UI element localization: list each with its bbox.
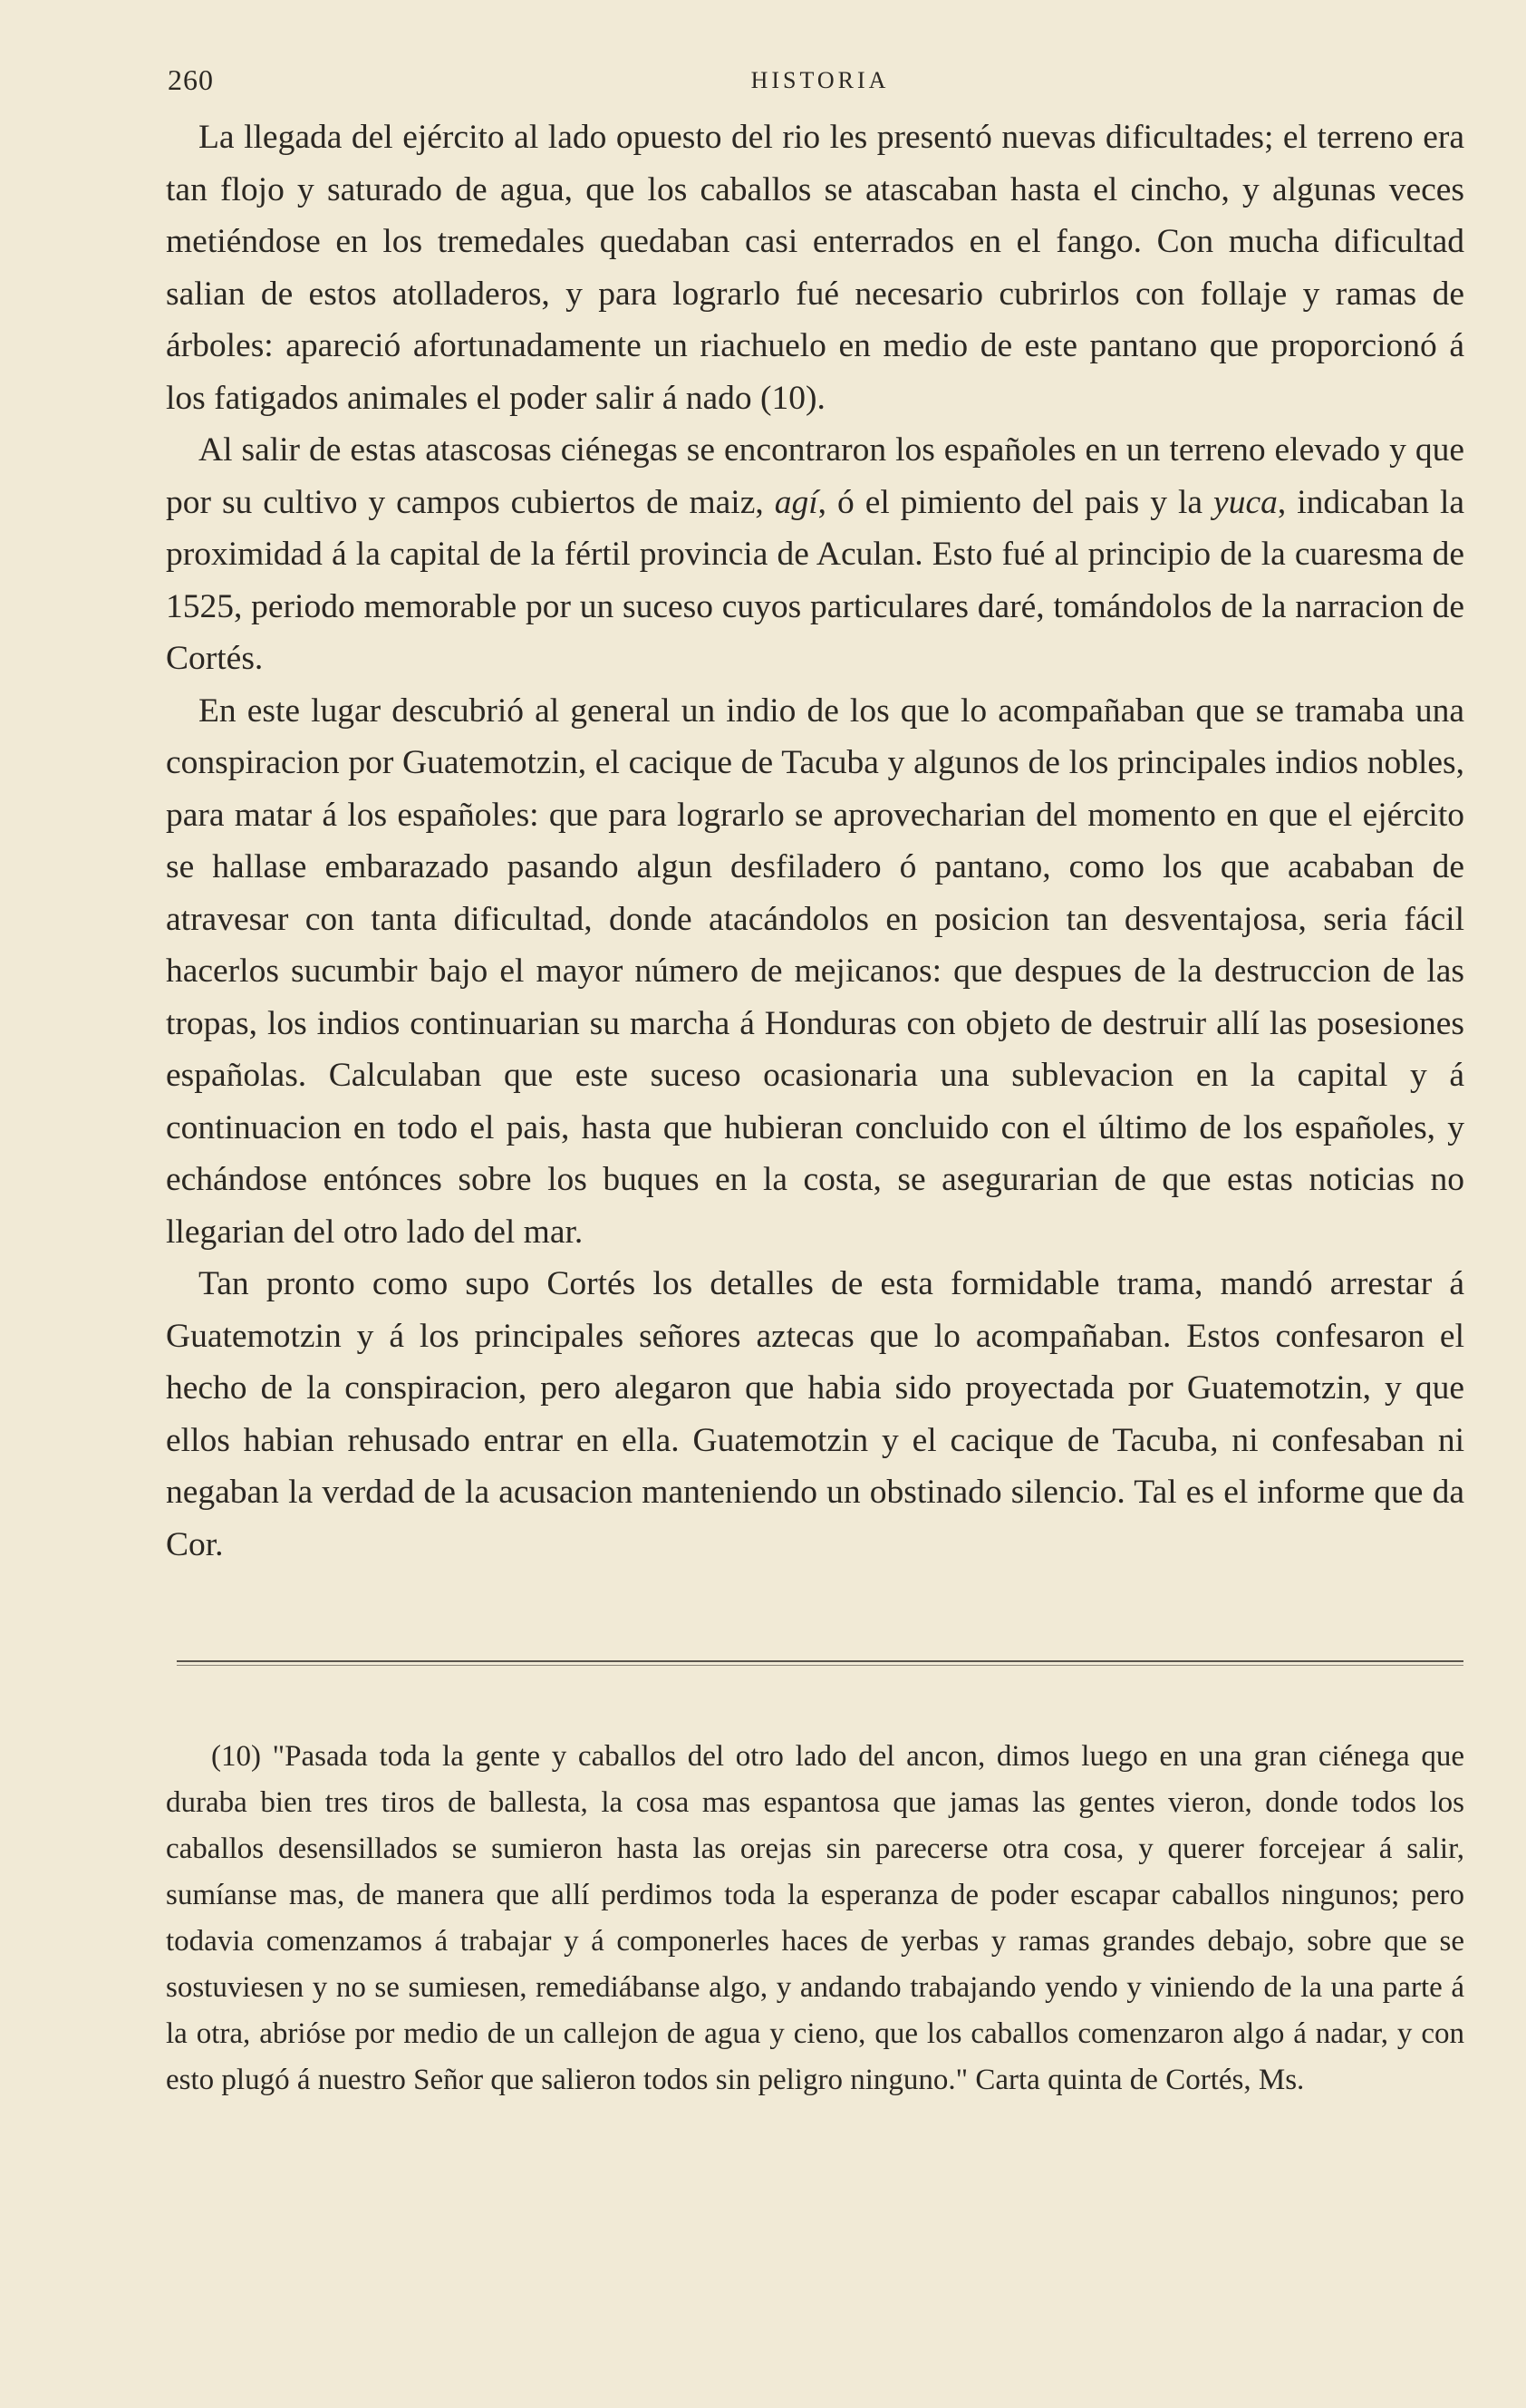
term-agi: agí (774, 483, 818, 521)
paragraph-2-part-a: Al salir de estas atascosas ciénegas se encontraron los españoles en un terreno elevado y que por su cultivo y campos cubiertos de maiz, (166, 431, 1464, 521)
page-number: 260 (168, 63, 214, 96)
paragraph-4: Tan pronto como supo Cortés los detalles de esta formidable trama, mandó arrestar á Guatemotzin y á los principales señores aztecas que lo acompañaban. Estos confesaron el hecho de la conspiracion, pero alegaron que habia sido proyectada por Guatemotzin, y que ellos habian rehusado entrar en ella. Guatemotzin y el cacique de Tacuba, ni confesaban ni negaban la verdad de la acusacion manteniendo un obstinado silencio. Tal es el informe que da Cor. (166, 1265, 1464, 1563)
term-yuca: yuca (1213, 483, 1278, 521)
main-text (166, 111, 1464, 1571)
footnote-10: (10) "Pasada toda la gente y caballos del otro lado del ancon, dimos luego en una gran ciénega que duraba bien tres tiros de ballesta, la cosa mas espantosa que jamas las gentes vieron, donde todos los caballos desensillados se sumieron hasta las orejas sin parecerse otra cosa, y querer forcejear á salir, sumíanse mas, de manera que allí perdimos toda la esperanza de poder escapar caballos ningunos; pero todavia comenzamos á trabajar y á componerles haces de yerbas y ramas grandes debajo, sobre que se sostuviesen y no se sumiesen, remediábanse algo, y andando trabajando yendo y viniendo de la una parte á la otra, abrióse por medio de un callejon de agua y cieno, que los caballos comenzaron algo á nadar, y con esto plugó á nuestro Señor que salieron todos sin peligro ninguno." Carta quinta de Cortés, Ms. (166, 1740, 1464, 2096)
running-title: HISTORIA (750, 67, 890, 93)
footnote-divider (177, 1660, 1463, 1662)
footnote (166, 1734, 1464, 2103)
page-header (168, 63, 1473, 109)
paragraph-2-part-b: , ó el pimiento del pais y la (817, 483, 1203, 521)
paragraph-1: La llegada del ejército al lado opuesto del rio les presentó nuevas dificultades; el terreno era tan flojo y saturado de agua, que los caballos se atascaban hasta el cincho, y algunas veces metiéndose en los tremedales quedaban casi enterrados en el fango. Con mucha dificultad salian de estos atolladeros, y para lograrlo fué necesario cubrirlos con follaje y ramas de árboles: apareció afortunadamente un riachuelo en medio de este pantano que proporcionó á los fatigados animales el poder salir á nado (10). (166, 119, 1464, 417)
paragraph-3: En este lugar descubrió al general un indio de los que lo acompañaban que se tramaba una conspiracion por Guatemotzin, el cacique de Tacuba y algunos de los principales indios nobles, para matar á los españoles: que para lograrlo se aprovecharian del momento en que el ejército se hallase embarazado pasando algun desfiladero ó pantano, como los que acababan de atravesar con tanta dificultad, donde atacándolos en posicion tan desventajosa, seria fácil hacerlos sucumbir bajo el mayor número de mejicanos: que despues de la destruccion de las tropas, los indios continuarian su marcha á Honduras con objeto de destruir allí las posesiones españolas. Calculaban que este suceso ocasionaria una sublevacion en la capital y á continuacion en todo el pais, hasta que hubieran concluido con el último de los españoles, y echándose entónces sobre los buques en la costa, se asegurarian de que estas noticias no llegarian del otro lado del mar. (166, 691, 1464, 1251)
paragraph-2 (166, 424, 1464, 685)
paragraph-2-part-c: , indicaban la proximidad á la capital de la fértil provincia de Aculan. Esto fué al principio de la cuaresma de 1525, periodo memorable por un suceso cuyos particulares daré, tomándolos de la narracion de Cortés. (166, 483, 1465, 677)
